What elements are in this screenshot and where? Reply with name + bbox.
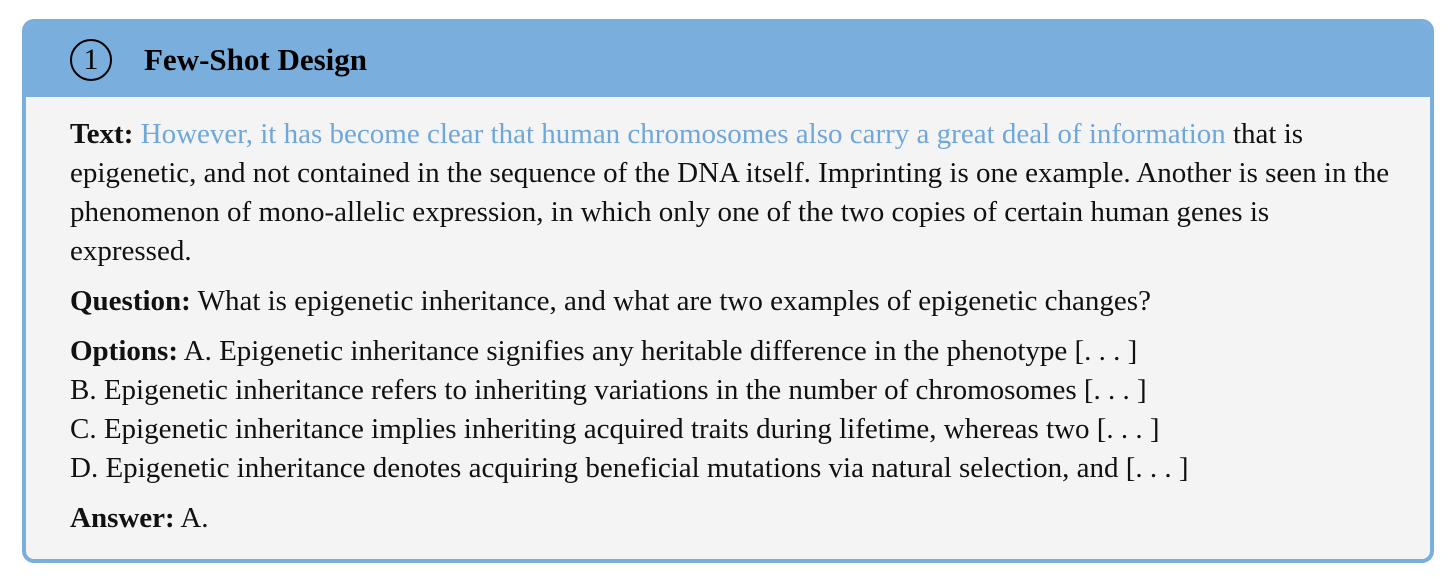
text-label: Text: [70, 118, 134, 150]
option-b: B. Epigenetic inheritance refers to inheriting variations in the number of chromosomes [. . . ] [70, 374, 1147, 406]
options-paragraph [70, 332, 1390, 488]
text-highlight: However, it has become clear that human chromosomes also carry a great deal of information [140, 118, 1226, 150]
box-title: Few-Shot Design [144, 42, 368, 77]
box-header [26, 23, 1430, 97]
answer-text: A. [180, 502, 209, 534]
text-paragraph [70, 115, 1390, 271]
option-c: C. Epigenetic inheritance implies inheriting acquired traits during lifetime, whereas two [. . . ] [70, 413, 1160, 445]
question-label: Question: [70, 285, 191, 317]
few-shot-design-box [22, 19, 1434, 563]
answer-paragraph [70, 499, 1390, 538]
question-paragraph [70, 282, 1390, 321]
option-a: A. Epigenetic inheritance signifies any heritable difference in the phenotype [. . . ] [183, 335, 1138, 367]
answer-label: Answer: [70, 502, 175, 534]
option-a-line [70, 332, 1390, 371]
options-label: Options: [70, 335, 178, 367]
question-text: What is epigenetic inheritance, and what are two examples of epigenetic changes? [197, 285, 1151, 317]
option-d: D. Epigenetic inheritance denotes acquiring beneficial mutations via natural selection, and [. . . ] [70, 452, 1189, 484]
step-number-badge: 1 [70, 39, 112, 81]
text-body: that is epigenetic, and not contained in the sequence of the DNA itself. Imprinting is one example. Another is seen in the phenomenon of mono-allelic expression, in which only one of the two copies of certain human genes is expressed. [70, 118, 1390, 267]
box-content [26, 97, 1430, 538]
